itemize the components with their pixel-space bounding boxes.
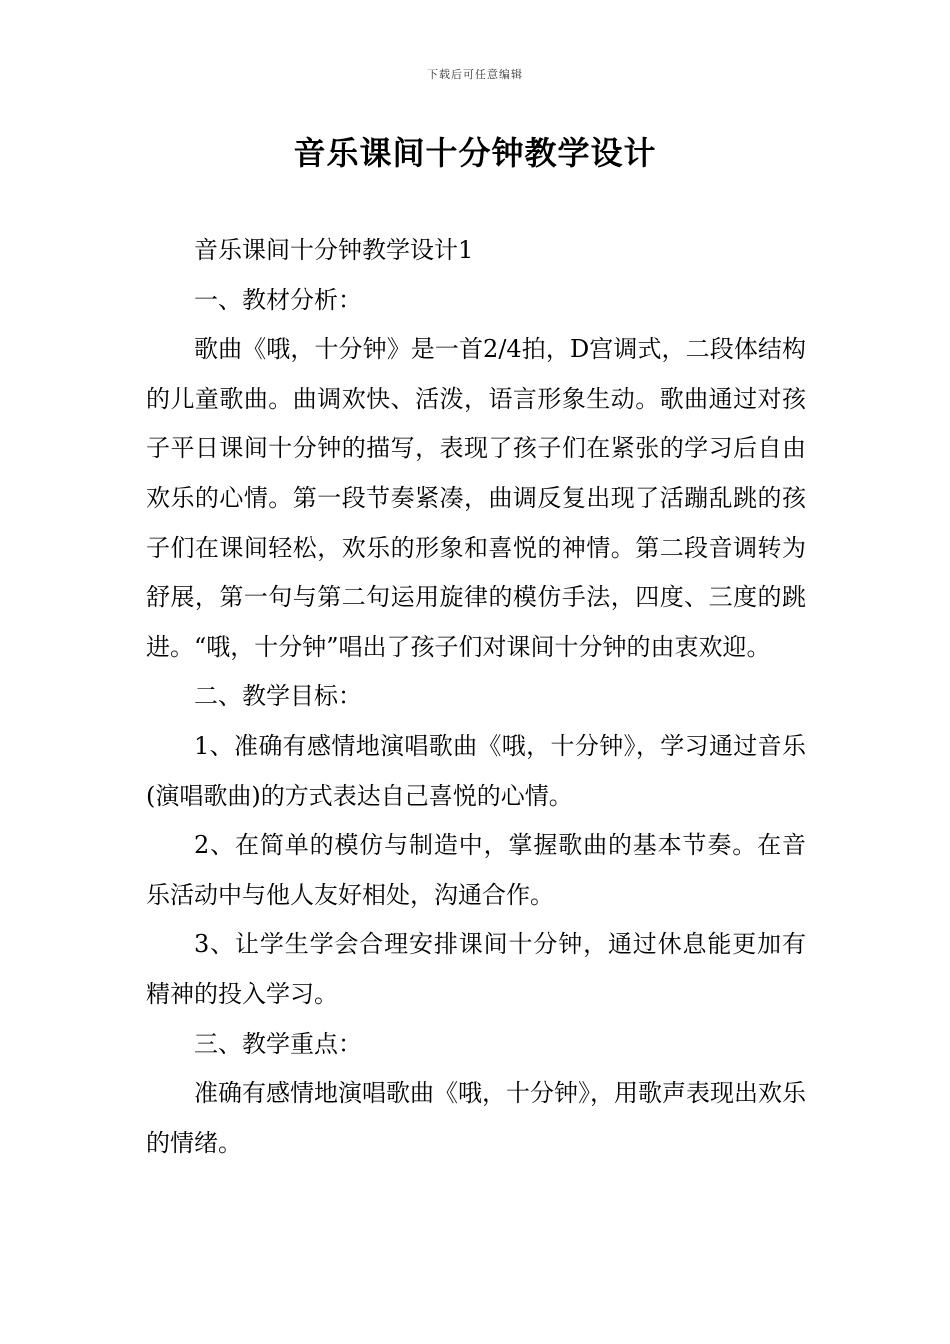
- document-body: [146, 226, 806, 1168]
- body-paragraph: 2、在简单的模仿与制造中，掌握歌曲的基本节奏。在音乐活动中与他人友好相处，沟通合作。: [146, 831, 806, 909]
- section-heading: 音乐课间十分钟教学设计1: [194, 236, 474, 264]
- section-heading: 三、教学重点：: [194, 1029, 362, 1058]
- body-paragraph: 1、准确有感情地演唱歌曲《哦，十分钟》，学习通过音乐(演唱歌曲)的方式表达自己喜悦的心情。: [146, 731, 806, 810]
- body-paragraph: 3、让学生学会合理安排课间十分钟，通过休息能更加有精神的投入学习。: [146, 930, 806, 1008]
- section-heading: 一、教材分析：: [194, 285, 362, 314]
- document-title: 音乐课间十分钟教学设计: [293, 134, 657, 172]
- header-note: 下载后可任意编辑: [427, 68, 523, 81]
- section-heading: 二、教学目标：: [194, 682, 362, 711]
- body-paragraph: 歌曲《哦，十分钟》是一首2/4拍，D宫调式，二段体结构的儿童歌曲。曲调欢快、活泼，语言形象生动。歌曲通过对孩子平日课间十分钟的描写，表现了孩子们在紧张的学习后自由欢乐的心情。第一段节奏紧凑，曲调反复出现了活蹦乱跳的孩子们在课间轻松，欢乐的形象和喜悦的神情。第二段音调转为舒展，第一句与第二句运用旋律的模仿手法，四度、三度的跳进。“哦，十分钟”唱出了孩子们对课间十分钟的由衷欢迎。: [146, 335, 806, 661]
- body-paragraph: 准确有感情地演唱歌曲《哦，十分钟》，用歌声表现出欢乐的情绪。: [146, 1079, 806, 1157]
